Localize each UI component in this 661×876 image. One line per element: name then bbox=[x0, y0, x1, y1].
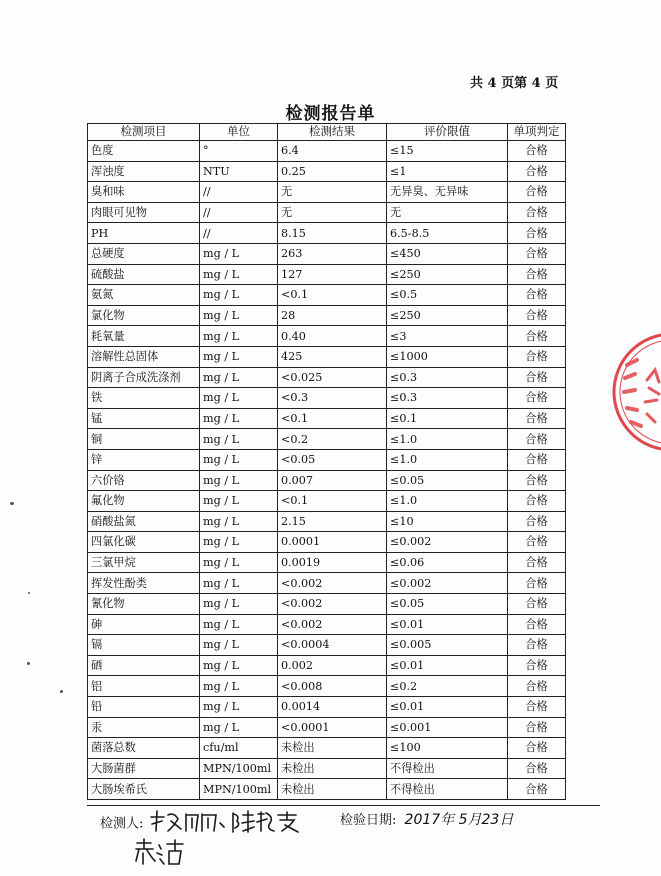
limit-value: ≤0.005 bbox=[387, 635, 508, 656]
verdict-value: 合格 bbox=[508, 264, 566, 285]
unit-value: NTU bbox=[200, 161, 278, 182]
limit-value: 不得检出 bbox=[387, 779, 508, 800]
table-row bbox=[88, 223, 566, 244]
result-value: <0.2 bbox=[278, 429, 387, 450]
inspector-label: 检测人: bbox=[100, 816, 144, 832]
verdict-value: 合格 bbox=[508, 552, 566, 573]
item-name: 氯化物 bbox=[88, 305, 200, 326]
limit-value: ≤250 bbox=[387, 264, 508, 285]
result-value: 0.0001 bbox=[278, 532, 387, 553]
verdict-value: 合格 bbox=[508, 511, 566, 532]
table-row bbox=[88, 697, 566, 718]
verdict-value: 合格 bbox=[508, 573, 566, 594]
verdict-value: 合格 bbox=[508, 161, 566, 182]
result-value: <0.0001 bbox=[278, 717, 387, 738]
table-row bbox=[88, 141, 566, 162]
result-value: 0.0019 bbox=[278, 552, 387, 573]
table-row bbox=[88, 346, 566, 367]
table-row bbox=[88, 594, 566, 615]
limit-value: 6.5-8.5 bbox=[387, 223, 508, 244]
item-name: 六价铬 bbox=[88, 470, 200, 491]
column-header-limit: 评价限值 bbox=[387, 124, 508, 141]
item-name: 砷 bbox=[88, 614, 200, 635]
item-name: 硫酸盐 bbox=[88, 264, 200, 285]
unit-value: MPN/100ml bbox=[200, 758, 278, 779]
result-value: <0.002 bbox=[278, 614, 387, 635]
table-row bbox=[88, 552, 566, 573]
verdict-value: 合格 bbox=[508, 243, 566, 264]
limit-value: ≤0.05 bbox=[387, 470, 508, 491]
date-value: 2017年 5月23日 bbox=[404, 812, 514, 828]
result-value: 0.002 bbox=[278, 655, 387, 676]
unit-value: mg / L bbox=[200, 264, 278, 285]
result-value: <0.002 bbox=[278, 573, 387, 594]
result-value: 425 bbox=[278, 346, 387, 367]
limit-value: ≤0.002 bbox=[387, 573, 508, 594]
bottom-rule bbox=[87, 805, 600, 806]
item-name: 锌 bbox=[88, 449, 200, 470]
result-value: <0.1 bbox=[278, 285, 387, 306]
verdict-value: 合格 bbox=[508, 285, 566, 306]
limit-value: ≤10 bbox=[387, 511, 508, 532]
verdict-value: 合格 bbox=[508, 655, 566, 676]
verdict-value: 合格 bbox=[508, 758, 566, 779]
unit-value: mg / L bbox=[200, 491, 278, 512]
scan-speck bbox=[28, 592, 30, 594]
scan-speck bbox=[10, 502, 14, 505]
result-value: <0.1 bbox=[278, 491, 387, 512]
verdict-value: 合格 bbox=[508, 717, 566, 738]
unit-value: mg / L bbox=[200, 697, 278, 718]
limit-value: ≤0.3 bbox=[387, 367, 508, 388]
item-name: 臭和味 bbox=[88, 182, 200, 203]
limit-value: ≤1 bbox=[387, 161, 508, 182]
verdict-value: 合格 bbox=[508, 470, 566, 491]
signature-3 bbox=[133, 837, 195, 867]
table-row bbox=[88, 388, 566, 409]
unit-value: mg / L bbox=[200, 285, 278, 306]
result-value: 2.15 bbox=[278, 511, 387, 532]
item-name: 菌落总数 bbox=[88, 738, 200, 759]
unit-value: mg / L bbox=[200, 614, 278, 635]
unit-value: MPN/100ml bbox=[200, 779, 278, 800]
item-name: 铜 bbox=[88, 429, 200, 450]
item-name: 锰 bbox=[88, 408, 200, 429]
verdict-value: 合格 bbox=[508, 182, 566, 203]
unit-value: mg / L bbox=[200, 429, 278, 450]
table-row bbox=[88, 264, 566, 285]
item-name: 肉眼可见物 bbox=[88, 202, 200, 223]
scan-speck bbox=[60, 690, 63, 693]
unit-value: mg / L bbox=[200, 532, 278, 553]
unit-value: mg / L bbox=[200, 717, 278, 738]
unit-value: // bbox=[200, 202, 278, 223]
limit-value: ≤0.2 bbox=[387, 676, 508, 697]
results-table bbox=[87, 123, 566, 800]
item-name: 耗氧量 bbox=[88, 326, 200, 347]
verdict-value: 合格 bbox=[508, 676, 566, 697]
result-value: 无 bbox=[278, 182, 387, 203]
limit-value: ≤1000 bbox=[387, 346, 508, 367]
item-name: 三氯甲烷 bbox=[88, 552, 200, 573]
table-row bbox=[88, 161, 566, 182]
verdict-value: 合格 bbox=[508, 429, 566, 450]
verdict-value: 合格 bbox=[508, 346, 566, 367]
unit-value: ° bbox=[200, 141, 278, 162]
item-name: 氰化物 bbox=[88, 594, 200, 615]
item-name: 铝 bbox=[88, 676, 200, 697]
column-header-unit: 单位 bbox=[200, 124, 278, 141]
unit-value: mg / L bbox=[200, 305, 278, 326]
verdict-value: 合格 bbox=[508, 594, 566, 615]
result-value: 127 bbox=[278, 264, 387, 285]
table-header-row bbox=[88, 124, 566, 141]
result-value: 未检出 bbox=[278, 779, 387, 800]
unit-value: mg / L bbox=[200, 573, 278, 594]
verdict-value: 合格 bbox=[508, 738, 566, 759]
result-value: 无 bbox=[278, 202, 387, 223]
table-row bbox=[88, 285, 566, 306]
result-value: <0.025 bbox=[278, 367, 387, 388]
inspection-date bbox=[340, 809, 513, 829]
item-name: 铁 bbox=[88, 388, 200, 409]
verdict-value: 合格 bbox=[508, 614, 566, 635]
table-row bbox=[88, 202, 566, 223]
verdict-value: 合格 bbox=[508, 532, 566, 553]
column-header-item: 检测项目 bbox=[88, 124, 200, 141]
result-value: 8.15 bbox=[278, 223, 387, 244]
table-row bbox=[88, 717, 566, 738]
result-value: 0.007 bbox=[278, 470, 387, 491]
verdict-value: 合格 bbox=[508, 388, 566, 409]
limit-value: ≤100 bbox=[387, 738, 508, 759]
table-row bbox=[88, 449, 566, 470]
verdict-value: 合格 bbox=[508, 223, 566, 244]
table-row bbox=[88, 635, 566, 656]
limit-value: ≤0.01 bbox=[387, 697, 508, 718]
unit-value: mg / L bbox=[200, 635, 278, 656]
table-row bbox=[88, 738, 566, 759]
item-name: 总硬度 bbox=[88, 243, 200, 264]
verdict-value: 合格 bbox=[508, 491, 566, 512]
item-name: 浑浊度 bbox=[88, 161, 200, 182]
limit-value: ≤0.001 bbox=[387, 717, 508, 738]
unit-value: mg / L bbox=[200, 367, 278, 388]
item-name: 硒 bbox=[88, 655, 200, 676]
table-row bbox=[88, 243, 566, 264]
verdict-value: 合格 bbox=[508, 141, 566, 162]
table-row bbox=[88, 573, 566, 594]
verdict-value: 合格 bbox=[508, 449, 566, 470]
table-row bbox=[88, 305, 566, 326]
table-row bbox=[88, 676, 566, 697]
result-value: <0.002 bbox=[278, 594, 387, 615]
unit-value: mg / L bbox=[200, 470, 278, 491]
table-row bbox=[88, 511, 566, 532]
item-name: 阴离子合成洗涤剂 bbox=[88, 367, 200, 388]
table-row bbox=[88, 779, 566, 800]
item-name: 铅 bbox=[88, 697, 200, 718]
table-row bbox=[88, 532, 566, 553]
limit-value: ≤1.0 bbox=[387, 429, 508, 450]
result-value: 0.0014 bbox=[278, 697, 387, 718]
table-row bbox=[88, 655, 566, 676]
item-name: 氟化物 bbox=[88, 491, 200, 512]
official-seal bbox=[597, 330, 661, 460]
item-name: PH bbox=[88, 223, 200, 244]
result-value: 未检出 bbox=[278, 758, 387, 779]
unit-value: mg / L bbox=[200, 326, 278, 347]
table-row bbox=[88, 491, 566, 512]
verdict-value: 合格 bbox=[508, 779, 566, 800]
result-value: <0.1 bbox=[278, 408, 387, 429]
result-value: 6.4 bbox=[278, 141, 387, 162]
item-name: 镉 bbox=[88, 635, 200, 656]
inspector-signature-block bbox=[100, 809, 302, 835]
limit-value: ≤15 bbox=[387, 141, 508, 162]
verdict-value: 合格 bbox=[508, 305, 566, 326]
table-row bbox=[88, 470, 566, 491]
table-row bbox=[88, 614, 566, 635]
page-count: 共 4 页第 4 页 bbox=[470, 76, 559, 91]
verdict-value: 合格 bbox=[508, 408, 566, 429]
result-value: <0.3 bbox=[278, 388, 387, 409]
unit-value: mg / L bbox=[200, 243, 278, 264]
item-name: 四氯化碳 bbox=[88, 532, 200, 553]
unit-value: mg / L bbox=[200, 655, 278, 676]
result-value: 0.40 bbox=[278, 326, 387, 347]
item-name: 色度 bbox=[88, 141, 200, 162]
limit-value: ≤450 bbox=[387, 243, 508, 264]
result-value: <0.0004 bbox=[278, 635, 387, 656]
limit-value: ≤0.5 bbox=[387, 285, 508, 306]
item-name: 大肠菌群 bbox=[88, 758, 200, 779]
item-name: 大肠埃希氏 bbox=[88, 779, 200, 800]
result-value: <0.008 bbox=[278, 676, 387, 697]
unit-value: mg / L bbox=[200, 408, 278, 429]
unit-value: // bbox=[200, 182, 278, 203]
limit-value: ≤0.1 bbox=[387, 408, 508, 429]
scan-speck bbox=[27, 662, 30, 665]
item-name: 硝酸盐氮 bbox=[88, 511, 200, 532]
limit-value: 无 bbox=[387, 202, 508, 223]
item-name: 汞 bbox=[88, 717, 200, 738]
verdict-value: 合格 bbox=[508, 635, 566, 656]
unit-value: mg / L bbox=[200, 552, 278, 573]
result-value: 未检出 bbox=[278, 738, 387, 759]
table-row bbox=[88, 408, 566, 429]
unit-value: mg / L bbox=[200, 594, 278, 615]
table-row bbox=[88, 182, 566, 203]
result-value: 28 bbox=[278, 305, 387, 326]
limit-value: 不得检出 bbox=[387, 758, 508, 779]
verdict-value: 合格 bbox=[508, 697, 566, 718]
item-name: 溶解性总固体 bbox=[88, 346, 200, 367]
unit-value: mg / L bbox=[200, 676, 278, 697]
unit-value: // bbox=[200, 223, 278, 244]
unit-value: mg / L bbox=[200, 449, 278, 470]
table-row bbox=[88, 429, 566, 450]
column-header-result: 检测结果 bbox=[278, 124, 387, 141]
unit-value: mg / L bbox=[200, 511, 278, 532]
unit-value: cfu/ml bbox=[200, 738, 278, 759]
date-label: 检验日期: bbox=[340, 813, 397, 828]
report-title: 检测报告单 bbox=[285, 104, 376, 124]
column-header-verdict: 单项判定 bbox=[508, 124, 566, 141]
unit-value: mg / L bbox=[200, 388, 278, 409]
limit-value: ≤0.01 bbox=[387, 614, 508, 635]
result-value: 263 bbox=[278, 243, 387, 264]
limit-value: ≤0.06 bbox=[387, 552, 508, 573]
limit-value: ≤250 bbox=[387, 305, 508, 326]
table-row bbox=[88, 758, 566, 779]
limit-value: 无异臭、无异味 bbox=[387, 182, 508, 203]
limit-value: ≤3 bbox=[387, 326, 508, 347]
limit-value: ≤0.05 bbox=[387, 594, 508, 615]
verdict-value: 合格 bbox=[508, 326, 566, 347]
item-name: 氨氮 bbox=[88, 285, 200, 306]
item-name: 挥发性酚类 bbox=[88, 573, 200, 594]
verdict-value: 合格 bbox=[508, 367, 566, 388]
limit-value: ≤0.01 bbox=[387, 655, 508, 676]
unit-value: mg / L bbox=[200, 346, 278, 367]
result-value: <0.05 bbox=[278, 449, 387, 470]
limit-value: ≤1.0 bbox=[387, 449, 508, 470]
signature-1 bbox=[148, 809, 226, 835]
limit-value: ≤0.3 bbox=[387, 388, 508, 409]
table-row bbox=[88, 326, 566, 347]
table-row bbox=[88, 367, 566, 388]
verdict-value: 合格 bbox=[508, 202, 566, 223]
limit-value: ≤0.002 bbox=[387, 532, 508, 553]
signature-2 bbox=[230, 809, 302, 835]
limit-value: ≤1.0 bbox=[387, 491, 508, 512]
result-value: 0.25 bbox=[278, 161, 387, 182]
